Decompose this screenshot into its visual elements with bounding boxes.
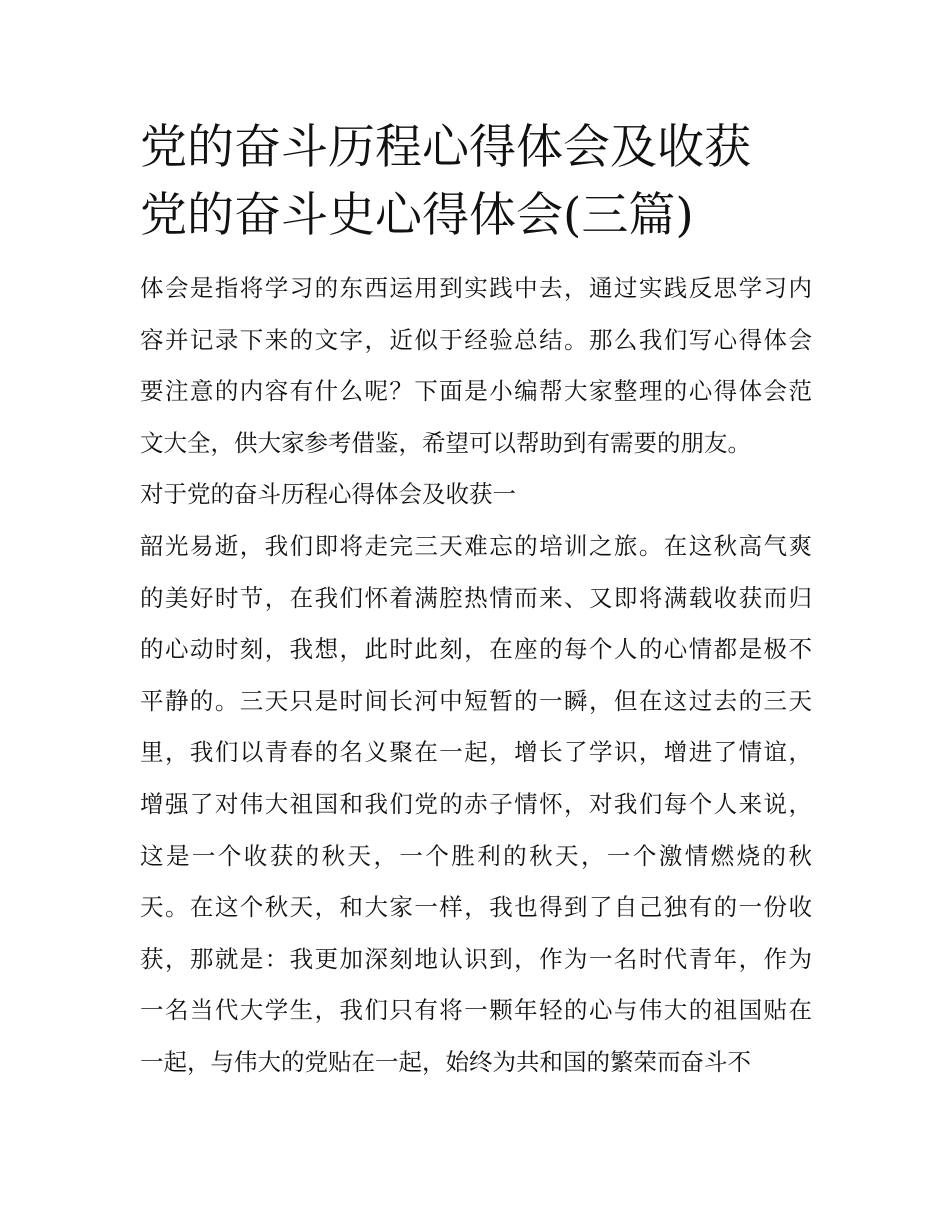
body-line-9: 获，那就是：我更加深刻地认识到，作为一名时代青年，作为 — [140, 944, 812, 973]
intro-line-2: 容并记录下来的文字，近似于经验总结。那么我们写心得体会 — [140, 325, 812, 354]
document-title — [140, 114, 812, 250]
body-line-11: 一起，与伟大的党贴在一起，始终为共和国的繁荣而奋斗不 — [140, 1047, 751, 1076]
body-line-3: 的心动时刻，我想，此时此刻，在座的每个人的心情都是极不 — [140, 635, 812, 664]
section-heading: 对于党的奋斗历程心得体会及收获一 — [140, 480, 516, 509]
intro-line-3: 要注意的内容有什么呢？下面是小编帮大家整理的心得体会范 — [140, 377, 812, 406]
document-content — [140, 114, 812, 1089]
title-line-2: 党的奋斗史心得体会(三篇) — [140, 188, 694, 243]
intro-line-1: 体会是指将学习的东西运用到实践中去，通过实践反思学习内 — [140, 274, 812, 302]
title-line-1: 党的奋斗历程心得体会及收获 — [140, 120, 751, 175]
body-line-10: 一名当代大学生，我们只有将一颗年轻的心与伟大的祖国贴在 — [140, 996, 812, 1025]
body-line-1: 韶光易逝，我们即将走完三天难忘的培训之旅。在这秋高气爽 — [140, 531, 812, 560]
body-line-2: 的美好时节，在我们怀着满腔热情而来、又即将满载收获而归 — [140, 583, 812, 612]
intro-line-4: 文大全，供大家参考借鉴，希望可以帮助到有需要的朋友。 — [140, 428, 751, 457]
body-line-4: 平静的。三天只是时间长河中短暂的一瞬，但在这过去的三天 — [140, 686, 812, 715]
document-body — [140, 263, 812, 1089]
body-line-5: 里，我们以青春的名义聚在一起，增长了学识，增进了情谊， — [140, 738, 812, 767]
body-line-8: 天。在这个秋天，和大家一样，我也得到了自己独有的一份收 — [140, 893, 812, 922]
body-line-6: 增强了对伟大祖国和我们党的赤子情怀，对我们每个人来说， — [140, 789, 812, 818]
body-line-7: 这是一个收获的秋天，一个胜利的秋天，一个激情燃烧的秋 — [140, 841, 812, 870]
